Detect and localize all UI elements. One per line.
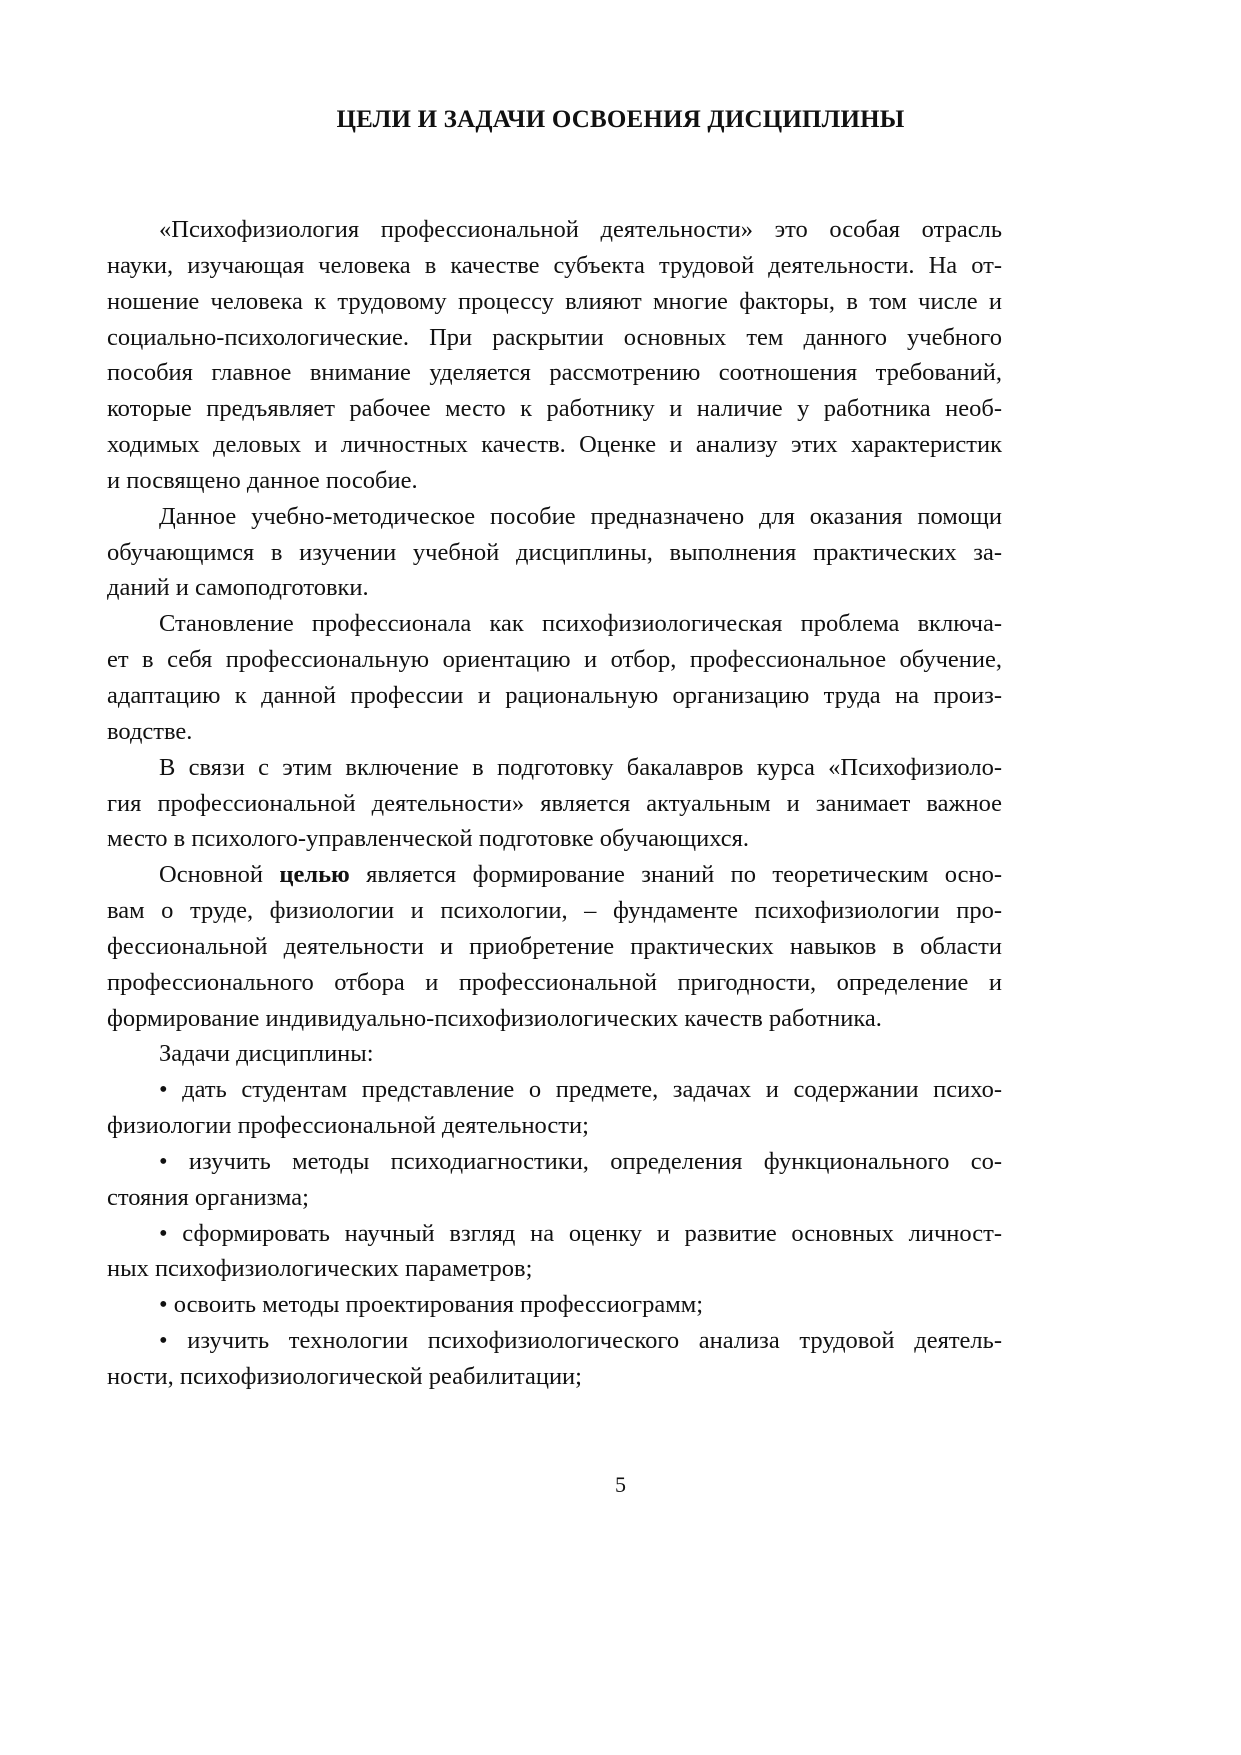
text-line: гия профессиональной деятельности» является актуальным и занимает важное — [107, 789, 1002, 817]
text-line: Основной целью является формирование знаний по теоретическим осно- — [159, 861, 1002, 889]
text-line: • освоить методы проектирования профессиограмм; — [159, 1291, 704, 1319]
text-line: • дать студентам представление о предмете, задачах и содержании психо- — [159, 1076, 1002, 1104]
text-line: которые предъявляет рабочее место к работнику и наличие у работника необ- — [107, 395, 1002, 423]
text-line: фессиональной деятельности и приобретение практических навыков в области — [107, 932, 1002, 960]
text-line: науки, изучающая человека в качестве субъекта трудовой деятельности. На от- — [107, 251, 1002, 279]
text-line: ходимых деловых и личностных качеств. Оценке и анализу этих характеристик — [107, 431, 1002, 459]
text-line: ношение человека к трудовому процессу влияют многие факторы, в том числе и — [107, 287, 1002, 315]
text-line: «Психофизиология профессиональной деятельности» это особая отрасль — [159, 216, 1002, 243]
text-line: и посвящено данное пособие. — [107, 466, 418, 494]
task-list-item — [107, 1216, 1002, 1288]
text-line: Становление профессионала как психофизиологическая проблема включа- — [159, 610, 1002, 638]
text-line: обучающимся в изучении учебной дисциплины, выполнения практических за- — [107, 538, 1002, 566]
text-line: формирование индивидуально-психофизиологических качеств работника. — [107, 1004, 882, 1032]
text-line: • изучить технологии психофизиологического анализа трудовой деятель- — [159, 1327, 1002, 1355]
text-line: Данное учебно-методическое пособие предназначено для оказания помощи — [159, 502, 1002, 530]
text-line: физиологии профессиональной деятельности; — [107, 1112, 589, 1140]
text-line: Задачи дисциплины: — [159, 1040, 374, 1068]
text-line: • сформировать научный взгляд на оценку и развитие основных личност- — [159, 1219, 1002, 1247]
text-line: место в психолого-управленческой подготовке обучающихся. — [107, 825, 750, 853]
goal-paragraph — [107, 857, 1002, 1036]
text-line: вам о труде, физиологии и психологии, – фундаменте психофизиологии про- — [107, 897, 1002, 925]
text-line: пособия главное внимание уделяется рассмотрению соотношения требований, — [107, 359, 1002, 387]
tasks-heading — [107, 1036, 1002, 1072]
task-list-item — [107, 1072, 1002, 1144]
text-line: адаптацию к данной профессии и рациональную организацию труда на произ- — [107, 681, 1002, 709]
text-line: стояния организма; — [107, 1183, 309, 1211]
page-title: ЦЕЛИ И ЗАДАЧИ ОСВОЕНИЯ ДИСЦИПЛИНЫ — [336, 106, 905, 133]
text-line: В связи с этим включение в подготовку бакалавров курса «Психофизиоло- — [159, 753, 1002, 781]
document-body — [107, 212, 1002, 1395]
paragraph — [107, 499, 1002, 607]
paragraph — [107, 750, 1002, 858]
text-line: профессионального отбора и профессиональной пригодности, определение и — [107, 968, 1002, 996]
text-line: водстве. — [107, 717, 193, 745]
text-line: • изучить методы психодиагностики, определения функционального со- — [159, 1147, 1002, 1175]
text-line: ности, психофизиологической реабилитации; — [107, 1363, 582, 1390]
text-line: ет в себя профессиональную ориентацию и отбор, профессиональное обучение, — [107, 646, 1002, 674]
task-list-item — [107, 1323, 1002, 1395]
goal-emphasis: целью — [279, 861, 350, 889]
task-list-item — [107, 1144, 1002, 1216]
text-line: ных психофизиологических параметров; — [107, 1255, 533, 1283]
task-list-item — [107, 1287, 1002, 1323]
paragraph — [107, 606, 1002, 749]
page-number: 5 — [615, 1472, 626, 1497]
text-line: даний и самоподготовки. — [107, 574, 369, 602]
text-line: социально-психологические. При раскрытии основных тем данного учебного — [107, 323, 1002, 351]
paragraph — [107, 212, 1002, 499]
